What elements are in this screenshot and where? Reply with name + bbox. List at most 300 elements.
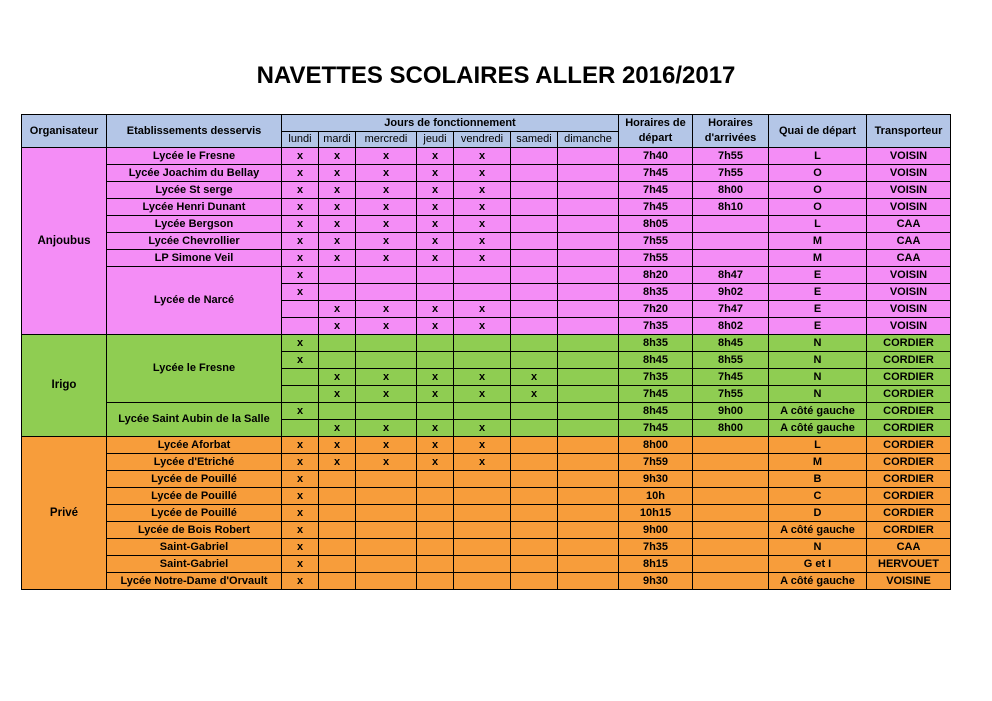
table-row (22, 403, 951, 420)
transporteur-cell: CORDIER (867, 437, 951, 454)
day-mark-cell (558, 505, 619, 522)
school-name-cell: Lycée le Fresne (107, 148, 282, 165)
transporteur-cell: VOISIN (867, 301, 951, 318)
school-name-cell: Lycée de Pouillé (107, 471, 282, 488)
day-mark-cell (511, 488, 558, 505)
day-mark-cell (356, 522, 417, 539)
table-row (22, 182, 951, 199)
day-mark-cell: x (454, 216, 511, 233)
header-day-mardi: mardi (319, 132, 356, 148)
quai-cell: L (769, 437, 867, 454)
day-mark-cell (417, 573, 454, 590)
transporteur-cell: CORDIER (867, 488, 951, 505)
day-mark-cell (558, 556, 619, 573)
day-mark-cell: x (282, 216, 319, 233)
day-mark-cell: x (356, 318, 417, 335)
school-name-cell: Lycée St serge (107, 182, 282, 199)
transporteur-cell: VOISIN (867, 182, 951, 199)
transporteur-cell: CORDIER (867, 386, 951, 403)
day-mark-cell (558, 284, 619, 301)
table-row (22, 505, 951, 522)
day-mark-cell: x (356, 233, 417, 250)
arrival-time-cell: 7h55 (693, 386, 769, 403)
day-mark-cell (558, 318, 619, 335)
day-mark-cell (454, 522, 511, 539)
day-mark-cell (417, 267, 454, 284)
arrival-time-cell: 7h55 (693, 148, 769, 165)
day-mark-cell (511, 233, 558, 250)
table-row (22, 454, 951, 471)
departure-time-cell: 7h35 (619, 369, 693, 386)
school-name-cell: Saint-Gabriel (107, 556, 282, 573)
day-mark-cell (558, 182, 619, 199)
departure-time-cell: 9h00 (619, 522, 693, 539)
arrival-time-cell: 9h02 (693, 284, 769, 301)
day-mark-cell: x (282, 352, 319, 369)
school-name-cell: Lycée Henri Dunant (107, 199, 282, 216)
day-mark-cell: x (319, 454, 356, 471)
departure-time-cell: 8h15 (619, 556, 693, 573)
quai-cell: C (769, 488, 867, 505)
table-row (22, 437, 951, 454)
day-mark-cell: x (356, 301, 417, 318)
day-mark-cell: x (417, 454, 454, 471)
day-mark-cell (417, 488, 454, 505)
transporteur-cell: CORDIER (867, 369, 951, 386)
table-row (22, 471, 951, 488)
quai-cell: N (769, 352, 867, 369)
day-mark-cell (511, 267, 558, 284)
table-row (22, 250, 951, 267)
departure-time-cell: 7h45 (619, 386, 693, 403)
day-mark-cell: x (356, 250, 417, 267)
day-mark-cell: x (417, 233, 454, 250)
day-mark-cell (454, 505, 511, 522)
day-mark-cell: x (511, 369, 558, 386)
day-mark-cell: x (417, 148, 454, 165)
day-mark-cell (558, 488, 619, 505)
school-name-cell: Lycée Saint Aubin de la Salle (107, 403, 282, 437)
day-mark-cell (511, 437, 558, 454)
day-mark-cell: x (356, 165, 417, 182)
header-organisateur: Organisateur (22, 115, 107, 148)
day-mark-cell (511, 403, 558, 420)
school-name-cell: Lycée Chevrollier (107, 233, 282, 250)
day-mark-cell: x (282, 335, 319, 352)
departure-time-cell: 8h20 (619, 267, 693, 284)
day-mark-cell (511, 301, 558, 318)
quai-cell: L (769, 216, 867, 233)
arrival-time-cell (693, 522, 769, 539)
day-mark-cell (282, 420, 319, 437)
day-mark-cell (417, 505, 454, 522)
day-mark-cell (319, 335, 356, 352)
departure-time-cell: 7h45 (619, 182, 693, 199)
day-mark-cell (511, 250, 558, 267)
departure-time-cell: 7h59 (619, 454, 693, 471)
transporteur-cell: VOISIN (867, 318, 951, 335)
day-mark-cell: x (282, 556, 319, 573)
day-mark-cell: x (319, 216, 356, 233)
day-mark-cell (319, 471, 356, 488)
day-mark-cell: x (282, 199, 319, 216)
departure-time-cell: 9h30 (619, 573, 693, 590)
day-mark-cell (319, 505, 356, 522)
day-mark-cell: x (319, 369, 356, 386)
quai-cell: G et I (769, 556, 867, 573)
day-mark-cell: x (356, 148, 417, 165)
departure-time-cell: 8h35 (619, 335, 693, 352)
day-mark-cell (417, 471, 454, 488)
departure-time-cell: 7h40 (619, 148, 693, 165)
arrival-time-cell (693, 539, 769, 556)
arrival-time-cell (693, 556, 769, 573)
day-mark-cell (511, 573, 558, 590)
day-mark-cell: x (417, 182, 454, 199)
departure-time-cell: 7h45 (619, 420, 693, 437)
day-mark-cell: x (356, 454, 417, 471)
transporteur-cell: CORDIER (867, 454, 951, 471)
transporteur-cell: VOISIN (867, 267, 951, 284)
day-mark-cell (282, 301, 319, 318)
quai-cell: A côté gauche (769, 403, 867, 420)
day-mark-cell: x (319, 420, 356, 437)
day-mark-cell (511, 539, 558, 556)
transporteur-cell: CAA (867, 250, 951, 267)
header-transporteur: Transporteur (867, 115, 951, 148)
school-name-cell: Lycée d'Etriché (107, 454, 282, 471)
day-mark-cell (511, 556, 558, 573)
day-mark-cell (417, 284, 454, 301)
day-mark-cell (558, 335, 619, 352)
quai-cell: N (769, 369, 867, 386)
day-mark-cell: x (454, 437, 511, 454)
day-mark-cell (356, 573, 417, 590)
day-mark-cell (511, 182, 558, 199)
arrival-time-cell: 7h45 (693, 369, 769, 386)
table-row (22, 199, 951, 216)
day-mark-cell (356, 352, 417, 369)
transporteur-cell: CORDIER (867, 335, 951, 352)
day-mark-cell: x (319, 165, 356, 182)
day-mark-cell: x (282, 148, 319, 165)
day-mark-cell (417, 539, 454, 556)
day-mark-cell: x (356, 199, 417, 216)
quai-cell: E (769, 301, 867, 318)
day-mark-cell: x (417, 437, 454, 454)
day-mark-cell: x (319, 318, 356, 335)
day-mark-cell: x (417, 420, 454, 437)
transporteur-cell: VOISIN (867, 148, 951, 165)
day-mark-cell: x (319, 182, 356, 199)
arrival-time-cell: 8h45 (693, 335, 769, 352)
schedule-body (22, 148, 951, 590)
header-day-jeudi: jeudi (417, 132, 454, 148)
departure-time-cell: 10h15 (619, 505, 693, 522)
table-row (22, 556, 951, 573)
departure-time-cell: 8h35 (619, 284, 693, 301)
header-day-dimanche: dimanche (558, 132, 619, 148)
day-mark-cell (454, 403, 511, 420)
day-mark-cell (558, 522, 619, 539)
arrival-time-cell (693, 488, 769, 505)
day-mark-cell: x (282, 182, 319, 199)
day-mark-cell: x (282, 505, 319, 522)
day-mark-cell (511, 420, 558, 437)
day-mark-cell (511, 471, 558, 488)
day-mark-cell: x (282, 539, 319, 556)
day-mark-cell (511, 522, 558, 539)
arrival-time-cell (693, 454, 769, 471)
day-mark-cell (558, 352, 619, 369)
shuttle-schedule-table (21, 114, 951, 590)
transporteur-cell: CAA (867, 233, 951, 250)
day-mark-cell: x (356, 420, 417, 437)
day-mark-cell: x (319, 250, 356, 267)
day-mark-cell (454, 556, 511, 573)
organisateur-cell: Privé (22, 437, 107, 590)
table-row (22, 148, 951, 165)
header-horaires-depart: Horaires de départ (619, 115, 693, 148)
day-mark-cell (558, 539, 619, 556)
day-mark-cell (558, 199, 619, 216)
day-mark-cell (417, 335, 454, 352)
day-mark-cell: x (356, 216, 417, 233)
transporteur-cell: VOISIN (867, 199, 951, 216)
day-mark-cell: x (454, 233, 511, 250)
day-mark-cell: x (319, 301, 356, 318)
arrival-time-cell (693, 505, 769, 522)
day-mark-cell: x (282, 284, 319, 301)
day-mark-cell: x (454, 318, 511, 335)
day-mark-cell: x (454, 250, 511, 267)
quai-cell: M (769, 233, 867, 250)
day-mark-cell: x (282, 165, 319, 182)
header-day-lundi: lundi (282, 132, 319, 148)
school-name-cell: Lycée Joachim du Bellay (107, 165, 282, 182)
table-row (22, 335, 951, 352)
day-mark-cell: x (356, 182, 417, 199)
quai-cell: O (769, 199, 867, 216)
transporteur-cell: CORDIER (867, 352, 951, 369)
day-mark-cell: x (282, 233, 319, 250)
transporteur-cell: CORDIER (867, 403, 951, 420)
school-name-cell: Lycée de Narcé (107, 267, 282, 335)
header-day-vendredi: vendredi (454, 132, 511, 148)
arrival-time-cell: 8h47 (693, 267, 769, 284)
day-mark-cell: x (282, 471, 319, 488)
day-mark-cell: x (417, 369, 454, 386)
quai-cell: A côté gauche (769, 573, 867, 590)
day-mark-cell (356, 471, 417, 488)
quai-cell: M (769, 250, 867, 267)
school-name-cell: Lycée Aforbat (107, 437, 282, 454)
day-mark-cell: x (417, 318, 454, 335)
day-mark-cell (454, 488, 511, 505)
arrival-time-cell: 7h55 (693, 165, 769, 182)
table-row (22, 539, 951, 556)
arrival-time-cell: 9h00 (693, 403, 769, 420)
table-row (22, 165, 951, 182)
quai-cell: E (769, 318, 867, 335)
quai-cell: M (769, 454, 867, 471)
day-mark-cell (558, 301, 619, 318)
day-mark-cell: x (454, 454, 511, 471)
quai-cell: N (769, 539, 867, 556)
day-mark-cell: x (356, 369, 417, 386)
day-mark-cell: x (454, 165, 511, 182)
arrival-time-cell: 8h00 (693, 420, 769, 437)
day-mark-cell (454, 335, 511, 352)
departure-time-cell: 7h35 (619, 318, 693, 335)
school-name-cell: Lycée de Pouillé (107, 505, 282, 522)
departure-time-cell: 7h45 (619, 199, 693, 216)
day-mark-cell (282, 386, 319, 403)
day-mark-cell (417, 403, 454, 420)
day-mark-cell (511, 335, 558, 352)
day-mark-cell (356, 539, 417, 556)
departure-time-cell: 8h05 (619, 216, 693, 233)
quai-cell: E (769, 284, 867, 301)
school-name-cell: LP Simone Veil (107, 250, 282, 267)
day-mark-cell (511, 199, 558, 216)
school-name-cell: Saint-Gabriel (107, 539, 282, 556)
day-mark-cell (558, 403, 619, 420)
day-mark-cell (319, 352, 356, 369)
day-mark-cell (282, 318, 319, 335)
arrival-time-cell: 8h00 (693, 182, 769, 199)
day-mark-cell (356, 284, 417, 301)
day-mark-cell: x (282, 403, 319, 420)
day-mark-cell (417, 522, 454, 539)
day-mark-cell (511, 454, 558, 471)
quai-cell: D (769, 505, 867, 522)
day-mark-cell: x (454, 199, 511, 216)
day-mark-cell (356, 267, 417, 284)
day-mark-cell: x (417, 165, 454, 182)
day-mark-cell: x (319, 437, 356, 454)
organisateur-cell: Irigo (22, 335, 107, 437)
header-horaires-arrivees: Horaires d'arrivées (693, 115, 769, 148)
transporteur-cell: VOISIN (867, 284, 951, 301)
table-row (22, 522, 951, 539)
day-mark-cell (558, 250, 619, 267)
day-mark-cell (558, 573, 619, 590)
school-name-cell: Lycée le Fresne (107, 335, 282, 403)
school-name-cell: Lycée de Bois Robert (107, 522, 282, 539)
school-name-cell: Lycée Bergson (107, 216, 282, 233)
day-mark-cell: x (282, 454, 319, 471)
arrival-time-cell (693, 233, 769, 250)
day-mark-cell: x (454, 369, 511, 386)
day-mark-cell (454, 267, 511, 284)
day-mark-cell (511, 284, 558, 301)
day-mark-cell: x (282, 267, 319, 284)
day-mark-cell: x (319, 148, 356, 165)
quai-cell: B (769, 471, 867, 488)
departure-time-cell: 7h55 (619, 250, 693, 267)
day-mark-cell: x (417, 301, 454, 318)
day-mark-cell (356, 556, 417, 573)
day-mark-cell (454, 284, 511, 301)
day-mark-cell: x (282, 250, 319, 267)
school-name-cell: Lycée de Pouillé (107, 488, 282, 505)
arrival-time-cell: 7h47 (693, 301, 769, 318)
day-mark-cell (356, 403, 417, 420)
day-mark-cell: x (454, 182, 511, 199)
school-name-cell: Lycée Notre-Dame d'Orvault (107, 573, 282, 590)
transporteur-cell: CORDIER (867, 505, 951, 522)
arrival-time-cell (693, 573, 769, 590)
day-mark-cell: x (454, 386, 511, 403)
departure-time-cell: 10h (619, 488, 693, 505)
transporteur-cell: HERVOUET (867, 556, 951, 573)
day-mark-cell (454, 352, 511, 369)
organisateur-cell: Anjoubus (22, 148, 107, 335)
quai-cell: E (769, 267, 867, 284)
day-mark-cell (511, 318, 558, 335)
day-mark-cell (319, 403, 356, 420)
day-mark-cell (558, 454, 619, 471)
day-mark-cell (282, 369, 319, 386)
quai-cell: O (769, 165, 867, 182)
day-mark-cell (558, 233, 619, 250)
arrival-time-cell: 8h02 (693, 318, 769, 335)
arrival-time-cell (693, 216, 769, 233)
quai-cell: N (769, 386, 867, 403)
transporteur-cell: VOISIN (867, 165, 951, 182)
day-mark-cell (319, 522, 356, 539)
day-mark-cell: x (417, 250, 454, 267)
day-mark-cell (417, 352, 454, 369)
day-mark-cell (558, 420, 619, 437)
quai-cell: N (769, 335, 867, 352)
quai-cell: A côté gauche (769, 420, 867, 437)
table-row (22, 573, 951, 590)
header-day-samedi: samedi (511, 132, 558, 148)
day-mark-cell: x (356, 386, 417, 403)
arrival-time-cell (693, 250, 769, 267)
day-mark-cell (454, 539, 511, 556)
day-mark-cell: x (319, 199, 356, 216)
quai-cell: O (769, 182, 867, 199)
day-mark-cell (558, 148, 619, 165)
day-mark-cell: x (282, 573, 319, 590)
table-row (22, 216, 951, 233)
day-mark-cell (356, 488, 417, 505)
day-mark-cell (319, 556, 356, 573)
day-mark-cell (454, 573, 511, 590)
day-mark-cell (319, 488, 356, 505)
day-mark-cell: x (511, 386, 558, 403)
transporteur-cell: CORDIER (867, 471, 951, 488)
departure-time-cell: 7h55 (619, 233, 693, 250)
transporteur-cell: CORDIER (867, 522, 951, 539)
day-mark-cell: x (417, 199, 454, 216)
day-mark-cell: x (454, 420, 511, 437)
quai-cell: A côté gauche (769, 522, 867, 539)
day-mark-cell (558, 471, 619, 488)
day-mark-cell (417, 556, 454, 573)
transporteur-cell: CORDIER (867, 420, 951, 437)
day-mark-cell: x (356, 437, 417, 454)
day-mark-cell: x (454, 148, 511, 165)
day-mark-cell: x (282, 522, 319, 539)
table-row (22, 233, 951, 250)
departure-time-cell: 7h45 (619, 165, 693, 182)
arrival-time-cell (693, 437, 769, 454)
page-title: NAVETTES SCOLAIRES ALLER 2016/2017 (256, 62, 736, 89)
